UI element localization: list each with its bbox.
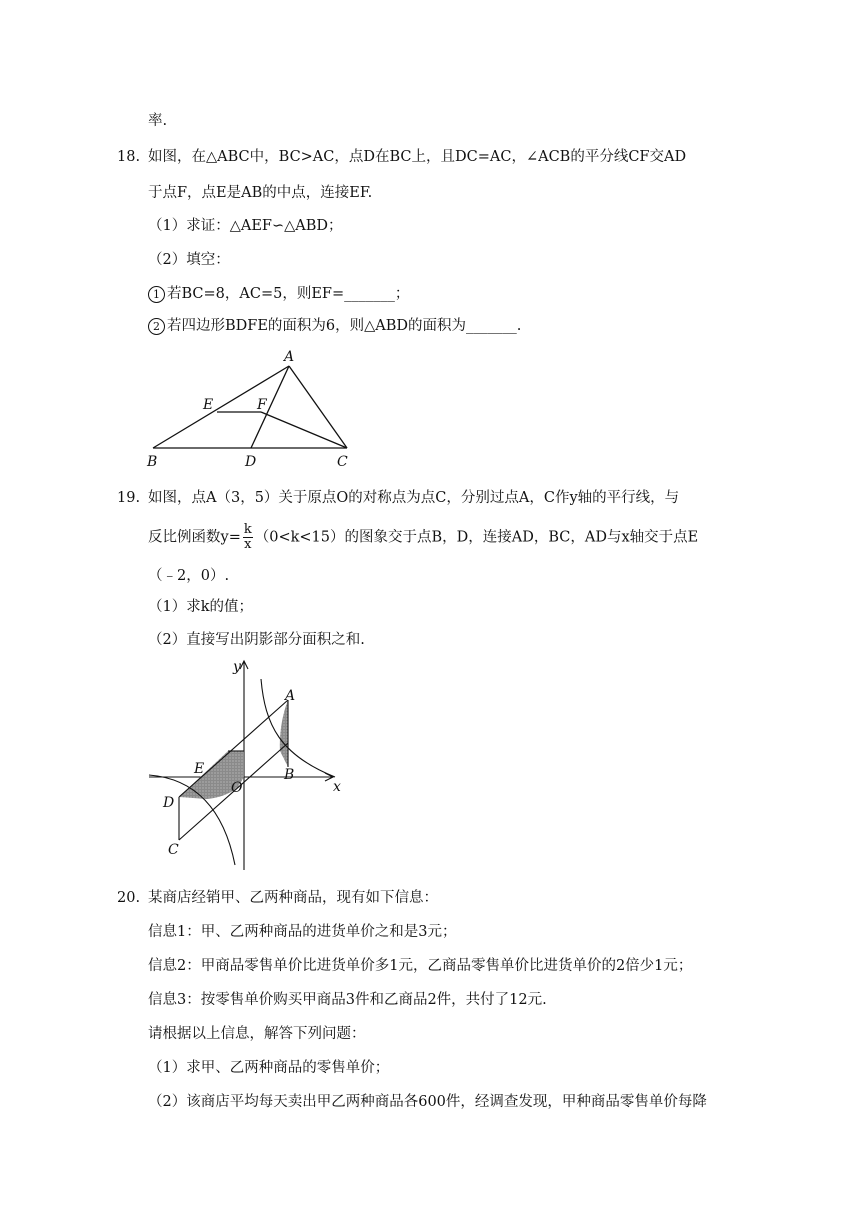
- shaded-region-right: [280, 700, 288, 767]
- label-b: B: [284, 767, 295, 783]
- fraction-k-over-x: [243, 523, 253, 552]
- label-c: C: [168, 842, 179, 858]
- label-e: E: [203, 397, 214, 413]
- q20-part2: （2）该商店平均每天卖出甲乙两种商品各600件，经调查发现，甲种商品零售单价每降: [148, 1094, 707, 1110]
- circled-number-1: 1: [148, 286, 165, 303]
- hyperbola-right: [261, 679, 335, 777]
- label-o: O: [231, 780, 243, 796]
- q18-line1: 如图，在△ABC中，BC>AC，点D在BC上，且DC=AC，∠ACB的平分线CF交AD: [148, 149, 687, 165]
- q20-info1: 信息1：甲、乙两种商品的进货单价之和是3元；: [148, 924, 457, 940]
- previous-question-tail: 率.: [148, 113, 168, 129]
- q20-info3: 信息3：按零售单价购买甲商品3件和乙商品2件，共付了12元.: [148, 992, 547, 1008]
- fraction-denominator: x: [244, 537, 252, 552]
- fraction-numerator: k: [243, 522, 252, 537]
- q20-number: 20.: [117, 890, 141, 906]
- q18-line2: 于点F，点E是AB的中点，连接EF.: [148, 185, 373, 201]
- q18-part2: （2）填空：: [148, 252, 230, 268]
- q19-part1: （1）求k的值；: [148, 599, 254, 615]
- triangle-figure: [140, 346, 360, 470]
- label-f: F: [257, 397, 267, 413]
- q20-part1: （1）求甲、乙两种商品的零售单价；: [148, 1060, 390, 1076]
- label-d: D: [163, 795, 175, 811]
- q18-sub1: [148, 284, 409, 304]
- coordinate-figure: [145, 655, 355, 875]
- q19-number: 19.: [117, 490, 141, 506]
- label-b: B: [147, 454, 158, 470]
- q19-line2-post: （0<k<15）的图象交于点B，D，连接AD，BC，AD与x轴交于点E: [254, 529, 699, 546]
- label-c: C: [337, 454, 348, 470]
- q18-part1: （1）求证：△AEF∽△ABD；: [148, 218, 343, 234]
- q20-prompt: 请根据以上信息，解答下列问题：: [148, 1026, 366, 1042]
- q20-line1: 某商店经销甲、乙两种商品，现有如下信息：: [148, 890, 438, 906]
- label-y: y: [233, 659, 241, 675]
- q19-part2: （2）直接写出阴影部分面积之和.: [148, 632, 365, 648]
- label-a: A: [285, 688, 296, 704]
- label-d: D: [245, 454, 257, 470]
- q19-line2: [148, 523, 698, 552]
- q20-info2: 信息2：甲商品零售单价比进货单价多1元，乙商品零售单价比进货单价的2倍少1元；: [148, 958, 693, 974]
- label-a: A: [284, 349, 295, 365]
- q18-sub2: [148, 316, 521, 336]
- segment-ab: [153, 366, 289, 448]
- q18-sub1-text: 若BC=8，AC=5，则EF=_______；: [167, 286, 410, 302]
- q19-line2-pre: 反比例函数y=: [148, 529, 241, 546]
- label-e: E: [194, 761, 205, 777]
- q18-sub2-text: 若四边形BDFE的面积为6，则△ABD的面积为_______.: [167, 318, 522, 334]
- circled-number-2: 2: [148, 318, 165, 335]
- q19-line3: （﹣2，0）.: [148, 568, 230, 584]
- label-x: x: [333, 779, 341, 795]
- q18-number: 18.: [117, 149, 141, 165]
- q19-line1: 如图，点A（3，5）关于原点O的对称点为点C，分别过点A，C作y轴的平行线，与: [148, 490, 680, 506]
